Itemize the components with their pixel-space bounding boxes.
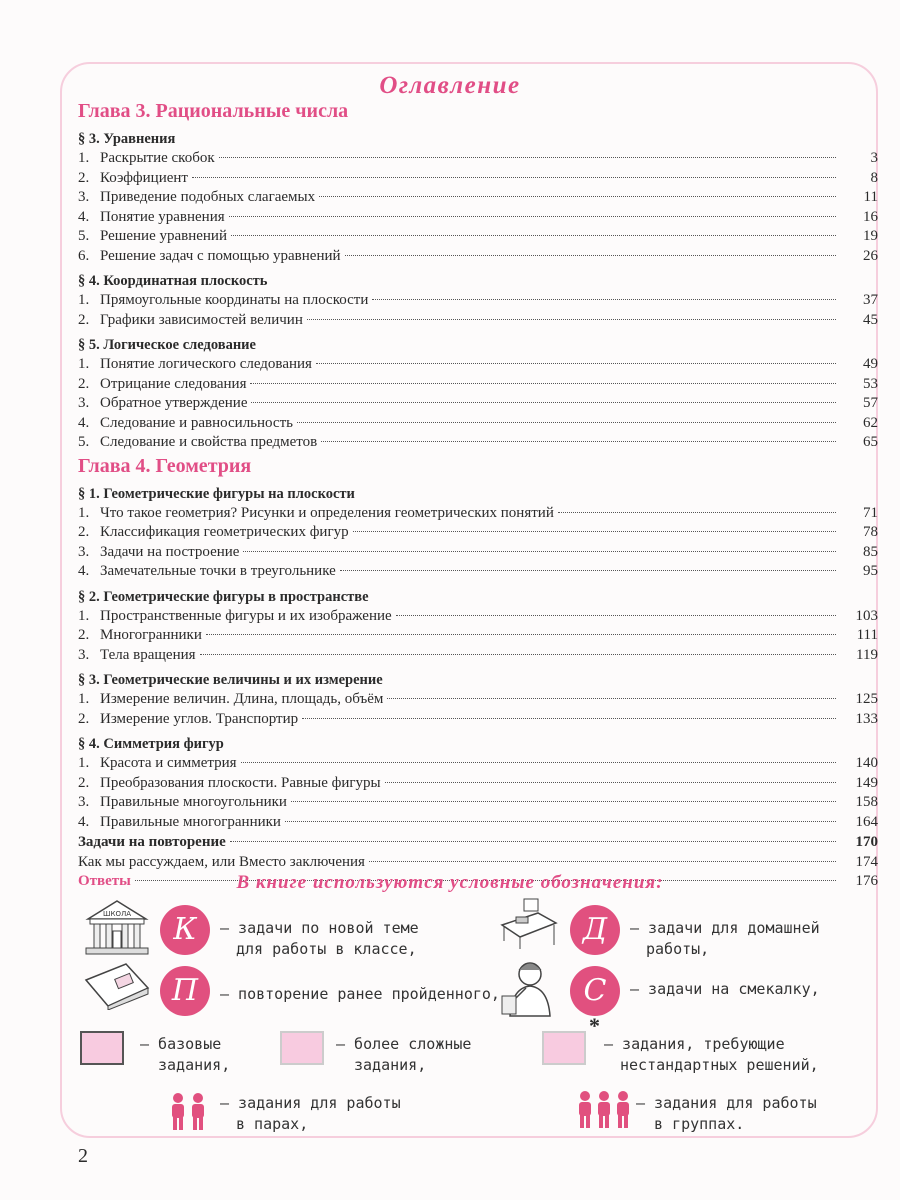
toc-entry-label: Отрицание следования <box>100 375 247 392</box>
toc-entry[interactable] <box>78 853 878 873</box>
books-icon <box>80 960 152 1010</box>
dot-leader <box>319 196 836 197</box>
toc-entry-page: 65 <box>863 434 878 450</box>
basic-legend-text-1: – базовые <box>140 1035 222 1053</box>
dot-leader <box>285 821 836 822</box>
dot-leader <box>321 441 836 442</box>
dot-leader <box>219 157 836 158</box>
toc-entry-label: Что такое геометрия? Рисунки и определения геометрических понятий <box>100 504 554 521</box>
toc-entry-label: Раскрытие скобок <box>100 150 215 166</box>
toc-entry[interactable] <box>78 793 878 813</box>
d-legend-text-2: работы, <box>646 940 710 958</box>
toc-entry-number: 2. <box>78 169 90 186</box>
toc-entry-page: 71 <box>863 504 878 521</box>
nonstandard-legend-text-2: нестандартных решений, <box>620 1056 819 1074</box>
toc-entry[interactable] <box>78 247 878 267</box>
toc-entry-page: 11 <box>863 189 878 205</box>
harder-legend-text-1: – более сложные <box>336 1035 472 1053</box>
toc-entry-number: 2. <box>78 774 90 791</box>
harder-legend-text-2: задания, <box>354 1056 427 1074</box>
toc-entry-page: 3 <box>870 150 878 166</box>
dot-leader <box>291 801 836 802</box>
dot-leader <box>353 531 836 532</box>
groups-legend-text-1: – задания для работы <box>636 1094 817 1112</box>
pairs-legend-text-2: в парах, <box>236 1115 309 1133</box>
toc-entry[interactable] <box>78 375 878 395</box>
toc-entry-label: Правильные многоугольники <box>100 794 287 810</box>
toc-entry[interactable] <box>78 188 878 208</box>
dot-leader <box>558 512 836 513</box>
nonstandard-task-box-icon <box>542 1031 586 1065</box>
s-marker-icon: С <box>570 966 620 1016</box>
toc-entry[interactable] <box>78 543 878 563</box>
legend-title: В книге используются условные обозначения: <box>236 872 664 893</box>
dot-leader <box>206 634 836 635</box>
toc-entry[interactable] <box>78 523 878 543</box>
group-work-icon <box>576 1090 632 1130</box>
toc-entry-number: 4. <box>78 563 90 579</box>
toc-entry[interactable] <box>78 394 878 414</box>
toc-entry-label: Задачи на повторение <box>78 834 226 850</box>
dot-leader <box>307 319 836 320</box>
toc-entry-label: Красота и симметрия <box>100 755 237 771</box>
toc-entry-label: Измерение величин. Длина, площадь, объём <box>100 691 384 707</box>
toc-entry-label: Решение уравнений <box>100 228 227 244</box>
basic-task-box-icon <box>80 1031 124 1065</box>
toc-entry-number: 3. <box>78 646 90 663</box>
toc-title: Оглавление <box>379 72 521 99</box>
k-legend-text-2: для работы в классе, <box>236 940 417 958</box>
page-number: 2 <box>78 1145 88 1167</box>
toc-entry-page: 95 <box>863 563 878 579</box>
toc-entry-label: Понятие логического следования <box>100 356 312 372</box>
toc-entry-number: 2. <box>78 627 90 643</box>
dot-leader <box>231 235 836 236</box>
toc-entry[interactable] <box>78 291 878 311</box>
toc-entry-label: Замечательные точки в треугольнике <box>100 563 336 579</box>
toc-entry-number: 1. <box>78 292 90 308</box>
school-sign-text: ШКОЛА <box>102 910 132 918</box>
toc-entry-page: 85 <box>863 543 878 560</box>
toc-entry-page: 57 <box>863 395 878 411</box>
toc-entry-label: Правильные многогранники <box>100 813 281 830</box>
p-legend-text: – повторение ранее пройденного, <box>220 985 500 1003</box>
toc-entry-label: Ответы <box>78 873 131 889</box>
toc-entry-page: 53 <box>863 375 878 392</box>
toc-entry-page: 19 <box>863 228 878 244</box>
toc-entry-page: 164 <box>855 813 878 830</box>
toc-entry[interactable] <box>78 626 878 646</box>
toc-entry-page: 174 <box>855 853 878 870</box>
toc-entry-number: 6. <box>78 247 90 264</box>
dot-leader <box>250 383 836 384</box>
toc-entry[interactable] <box>78 813 878 833</box>
toc-entry[interactable] <box>78 414 878 434</box>
toc-entry-number: 2. <box>78 524 90 540</box>
pair-work-icon <box>168 1092 208 1132</box>
toc-entry-page: 45 <box>863 311 878 328</box>
toc-entry-page: 49 <box>863 356 878 372</box>
dot-leader <box>316 363 836 364</box>
dot-leader <box>297 422 836 423</box>
chapter-title: Глава 3. Рациональные числа <box>78 100 349 122</box>
toc-entry[interactable] <box>78 504 878 524</box>
toc-entry[interactable] <box>78 433 878 453</box>
section-title: § 1. Геометрические фигуры на плоскости <box>78 485 355 502</box>
toc-entry-label: Преобразования плоскости. Равные фигуры <box>100 774 381 791</box>
toc-entry-page: 62 <box>863 414 878 431</box>
toc-entry-number: 4. <box>78 813 90 830</box>
section-title: § 2. Геометрические фигуры в пространстве <box>78 588 369 605</box>
toc-entry-page: 8 <box>870 169 878 186</box>
s-legend-text: – задачи на смекалку, <box>630 980 820 998</box>
chapter-title: Глава 4. Геометрия <box>78 454 252 477</box>
toc-entry-label: Классификация геометрических фигур <box>100 524 349 540</box>
dot-leader <box>241 762 836 763</box>
toc-entry-label: Многогранники <box>100 627 202 643</box>
nonstandard-legend-text-1: – задания, требующие <box>604 1035 785 1053</box>
toc-entry[interactable] <box>78 690 878 710</box>
toc-entry-number: 1. <box>78 150 90 166</box>
section-title: § 3. Геометрические величины и их измерение <box>78 672 383 688</box>
toc-entry-page: 170 <box>855 834 878 850</box>
toc-entry[interactable] <box>78 710 878 730</box>
k-legend-text-1: – задачи по новой теме <box>220 919 419 937</box>
toc-entry-number: 1. <box>78 755 90 771</box>
toc-entry-page: 149 <box>855 774 878 791</box>
toc-entry[interactable] <box>78 833 878 853</box>
toc-entry-number: 5. <box>78 434 90 450</box>
section-title: § 5. Логическое следование <box>78 337 256 353</box>
toc-entry-page: 158 <box>855 794 878 810</box>
toc-entry-label: Тела вращения <box>100 646 196 663</box>
toc-entry-number: 2. <box>78 710 90 727</box>
toc-entry-number: 1. <box>78 607 90 624</box>
toc-entry[interactable] <box>78 562 878 582</box>
d-marker-icon: Д <box>570 905 620 955</box>
toc-entry-page: 37 <box>863 292 878 308</box>
toc-entry-page: 111 <box>856 627 878 643</box>
toc-entry[interactable] <box>78 355 878 375</box>
toc-entry[interactable] <box>78 169 878 189</box>
school-building-icon <box>82 897 152 957</box>
toc-entry-label: Коэффициент <box>100 169 188 186</box>
k-marker-icon: К <box>160 905 210 955</box>
toc-entry-page: 176 <box>855 873 878 889</box>
d-legend-text-1: – задачи для домашней <box>630 919 820 937</box>
toc-entry-label: Следование и равносильность <box>100 414 293 431</box>
section-title: § 4. Симметрия фигур <box>78 736 224 752</box>
toc-entry-page: 103 <box>855 607 878 624</box>
toc-entry-label: Пространственные фигуры и их изображение <box>100 607 392 624</box>
toc-entry-label: Обратное утверждение <box>100 395 248 411</box>
toc-entry-number: 1. <box>78 691 90 707</box>
toc-entry-number: 3. <box>78 794 90 810</box>
dot-leader <box>387 698 836 699</box>
basic-legend-text-2: задания, <box>158 1056 231 1074</box>
toc-entry[interactable] <box>78 774 878 794</box>
dot-leader <box>369 861 836 862</box>
toc-entry-number: 2. <box>78 311 90 328</box>
dot-leader <box>229 216 836 217</box>
toc-entry-number: 5. <box>78 228 90 244</box>
toc-entry-number: 2. <box>78 375 90 392</box>
toc-entry[interactable] <box>78 149 878 169</box>
dot-leader <box>396 615 836 616</box>
dot-leader <box>372 299 836 300</box>
toc-entry-number: 3. <box>78 543 90 560</box>
toc-entry-label: Решение задач с помощью уравнений <box>100 247 341 264</box>
toc-entry-page: 16 <box>863 208 878 225</box>
toc-entry-page: 119 <box>856 646 878 663</box>
toc-entry-number: 4. <box>78 414 90 431</box>
section-title: § 3. Уравнения <box>78 131 176 147</box>
dot-leader <box>385 782 836 783</box>
toc-entry[interactable] <box>78 208 878 228</box>
toc-entry-page: 26 <box>863 247 878 264</box>
toc-entry[interactable] <box>78 607 878 627</box>
toc-entry-label: Прямоугольные координаты на плоскости <box>100 292 369 308</box>
thinking-person-icon <box>496 958 562 1018</box>
harder-task-box-icon <box>280 1031 324 1065</box>
toc-entry-page: 125 <box>855 691 878 707</box>
toc-entry-page: 78 <box>863 524 878 540</box>
dot-leader <box>243 551 836 552</box>
toc-entry[interactable] <box>78 311 878 331</box>
toc-entry-label: Как мы рассуждаем, или Вместо заключения <box>78 853 365 870</box>
toc-entry-label: Понятие уравнения <box>100 208 225 225</box>
toc-entry-label: Приведение подобных слагаемых <box>100 189 316 205</box>
toc-entry-number: 3. <box>78 189 90 205</box>
pairs-legend-text-1: – задания для работы <box>220 1094 401 1112</box>
dot-leader <box>251 402 836 403</box>
toc-entry-page: 133 <box>855 710 878 727</box>
dot-leader <box>340 570 836 571</box>
p-marker-icon: П <box>160 966 210 1016</box>
toc-entry-label: Графики зависимостей величин <box>100 311 303 328</box>
toc-entry-number: 1. <box>78 504 90 521</box>
toc-entry[interactable] <box>78 754 878 774</box>
toc-entry-label: Следование и свойства предметов <box>100 434 318 450</box>
table-of-contents <box>78 98 878 892</box>
toc-entry-number: 3. <box>78 395 90 411</box>
desk-icon <box>498 895 560 950</box>
dot-leader <box>200 654 836 655</box>
star-marker: * <box>589 1013 600 1038</box>
groups-legend-text-2: в группах. <box>654 1115 745 1133</box>
toc-entry[interactable] <box>78 646 878 666</box>
dot-leader <box>302 718 836 719</box>
toc-entry-label: Задачи на построение <box>100 543 240 560</box>
toc-entry-number: 1. <box>78 356 90 372</box>
toc-entry-label: Измерение углов. Транспортир <box>100 710 299 727</box>
dot-leader <box>345 255 836 256</box>
dot-leader <box>192 177 836 178</box>
section-title: § 4. Координатная плоскость <box>78 273 268 289</box>
dot-leader <box>230 841 836 842</box>
toc-entry[interactable] <box>78 227 878 247</box>
toc-entry-number: 4. <box>78 208 90 225</box>
toc-entry-page: 140 <box>855 755 878 771</box>
